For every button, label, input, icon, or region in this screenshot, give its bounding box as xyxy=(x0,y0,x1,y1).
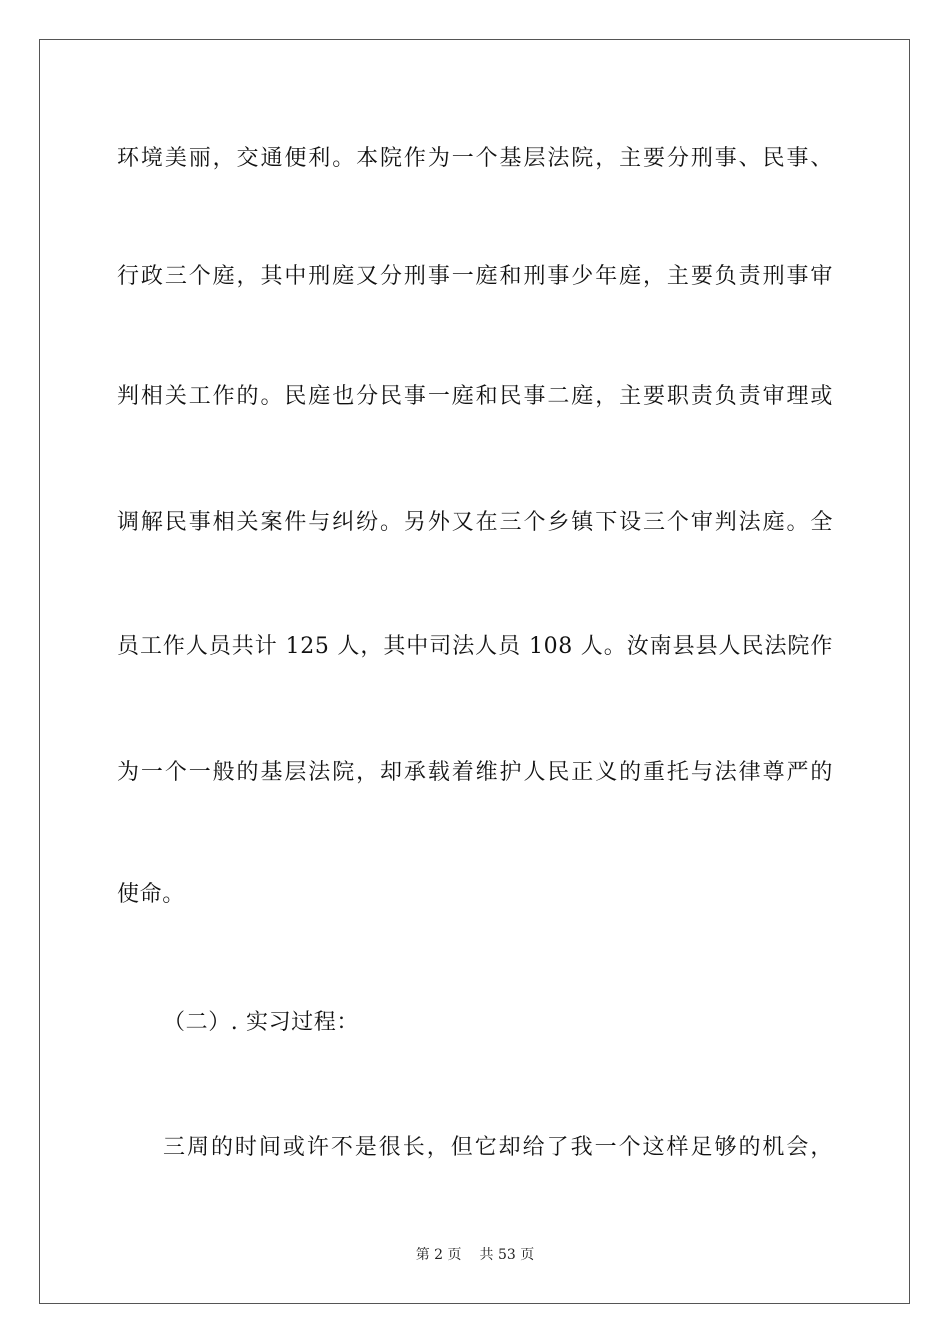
body-line-5: 员工作人员共计 125 人，其中司法人员 108 人。汝南县县人民法院作 xyxy=(117,634,833,659)
page-total: 共 53 页 xyxy=(479,1247,535,1263)
body-line-4: 调解民事相关案件与纠纷。另外又在三个乡镇下设三个审判法庭。全 xyxy=(117,510,833,535)
body-line-7: 使命。 xyxy=(117,882,185,907)
body-line-3: 判相关工作的。民庭也分民事一庭和民事二庭，主要职责负责审理或 xyxy=(117,384,833,409)
page-frame xyxy=(39,39,910,1304)
paragraph-first-line: 三周的时间或许不是很长，但它却给了我一个这样足够的机会， xyxy=(163,1135,833,1160)
page-number: 第 2 页 xyxy=(415,1247,462,1263)
body-line-1: 环境美丽，交通便利。本院作为一个基层法院，主要分刑事、民事、 xyxy=(117,146,833,171)
body-line-6: 为一个一般的基层法院，却承载着维护人民正义的重托与法律尊严的 xyxy=(117,760,833,785)
body-line-2: 行政三个庭，其中刑庭又分刑事一庭和刑事少年庭，主要负责刑事审 xyxy=(117,264,833,289)
section-heading: （二）. 实习过程： xyxy=(163,1010,359,1035)
page-footer xyxy=(0,1245,950,1265)
